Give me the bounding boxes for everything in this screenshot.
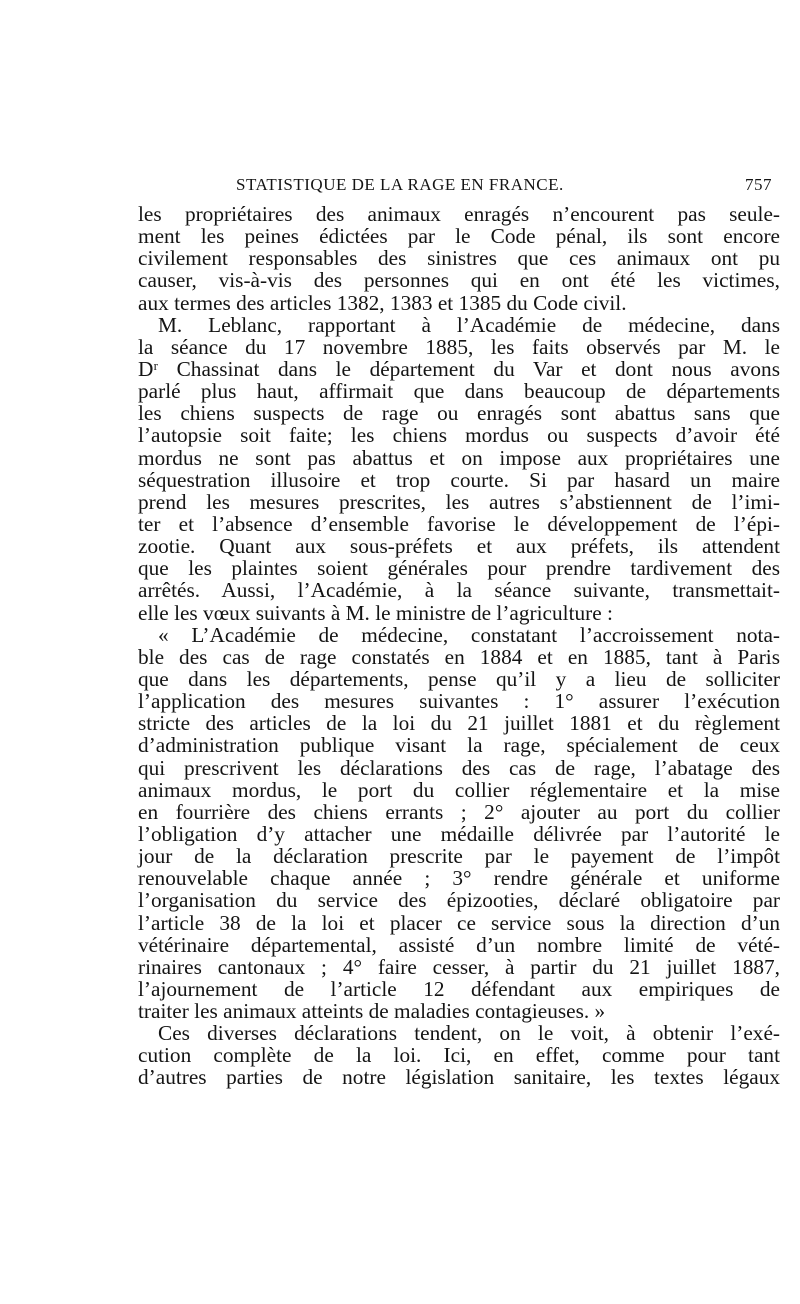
- text-line: d’autres parties de notre législation sanitaire, les textes légaux: [138, 1065, 780, 1090]
- text-line: Dʳ Chassinat dans le département du Var et dont nous avons: [138, 356, 780, 381]
- text-line: aux termes des articles 1382, 1383 et 1385 du Code civil.: [138, 290, 627, 315]
- text-line: elle les vœux suivants à M. le ministre de l’agriculture :: [138, 600, 613, 625]
- paragraph: [138, 624, 780, 1023]
- text-line: rinaires cantonaux ; 4° faire cesser, à partir du 21 juillet 1887,: [138, 954, 780, 979]
- running-head: [138, 175, 780, 201]
- text-line: que les plaintes soient générales pour prendre tardivement des: [138, 556, 780, 581]
- text-line: civilement responsables des sinistres que ces animaux ont pu: [138, 246, 780, 271]
- text-line: prend les mesures prescrites, les autres s’abstiennent de l’imi-: [138, 489, 780, 514]
- text-line: l’obligation d’y attacher une médaille délivrée par l’autorité le: [138, 821, 780, 846]
- text-line: que dans les départements, pense qu’il y a lieu de solliciter: [138, 666, 780, 691]
- text-line: arrêtés. Aussi, l’Académie, à la séance suivante, transmettait-: [138, 578, 780, 603]
- text-line: stricte des articles de la loi du 21 juillet 1881 et du règlement: [138, 711, 780, 736]
- text-line: l’organisation du service des épizooties, déclaré obligatoire par: [138, 888, 780, 913]
- text-line: l’article 38 de la loi et placer ce service sous la direction d’un: [138, 910, 780, 935]
- text-line: renouvelable chaque année ; 3° rendre générale et uniforme: [138, 866, 780, 891]
- text-line: en fourrière des chiens errants ; 2° ajouter au port du collier: [138, 799, 780, 824]
- text-line: causer, vis-à-vis des personnes qui en ont été les victimes,: [138, 268, 780, 293]
- text-line: vétérinaire départemental, assisté d’un nombre limité de vété-: [138, 932, 780, 957]
- text-line: mordus ne sont pas abattus et on impose aux propriétaires une: [138, 445, 780, 470]
- text-line: qui prescrivent les déclarations des cas de rage, l’abatage des: [138, 755, 780, 780]
- page-number: 757: [745, 175, 772, 194]
- text-line: ble des cas de rage constatés en 1884 et en 1885, tant à Paris: [138, 644, 780, 669]
- text-line: traiter les animaux atteints de maladies contagieuses. »: [138, 999, 606, 1024]
- text-line: les chiens suspects de rage ou enragés sont abattus sans que: [138, 401, 780, 426]
- paragraph: [138, 314, 780, 624]
- text-line: ter et l’absence d’ensemble favorise le développement de l’épi-: [138, 511, 780, 536]
- text-line: Ces diverses déclarations tendent, on le voit, à obtenir l’exé-: [158, 1021, 780, 1046]
- text-line: « L’Académie de médecine, constatant l’accroissement nota-: [158, 622, 780, 647]
- text-line: zootie. Quant aux sous-préfets et aux préfets, ils attendent: [138, 534, 780, 559]
- paragraph: [138, 203, 780, 314]
- text-line: animaux mordus, le port du collier réglementaire et la mise: [138, 777, 780, 802]
- text-line: cution complète de la loi. Ici, en effet, comme pour tant: [138, 1043, 780, 1068]
- running-head-title: STATISTIQUE DE LA RAGE EN FRANCE.: [236, 175, 564, 194]
- text-line: parlé plus haut, affirmait que dans beaucoup de départements: [138, 379, 780, 404]
- text-line: l’autopsie soit faite; les chiens mordus ou suspects d’avoir été: [138, 423, 780, 448]
- body-text: [138, 203, 780, 1089]
- text-line: d’administration publique visant la rage, spécialement de ceux: [138, 733, 780, 758]
- paragraph: [138, 1022, 780, 1088]
- text-line: l’application des mesures suivantes : 1° assurer l’exécution: [138, 689, 780, 714]
- text-line: jour de la déclaration prescrite par le payement de l’impôt: [138, 844, 780, 869]
- text-line: M. Leblanc, rapportant à l’Académie de médecine, dans: [158, 312, 780, 337]
- text-line: séquestration illusoire et trop courte. Si par hasard un maire: [138, 467, 780, 492]
- text-line: ment les peines édictées par le Code pénal, ils sont encore: [138, 224, 780, 249]
- text-line: la séance du 17 novembre 1885, les faits observés par M. le: [138, 334, 780, 359]
- text-line: les propriétaires des animaux enragés n’encourent pas seule-: [138, 202, 780, 226]
- text-line: l’ajournement de l’article 12 défendant aux empiriques de: [138, 976, 780, 1001]
